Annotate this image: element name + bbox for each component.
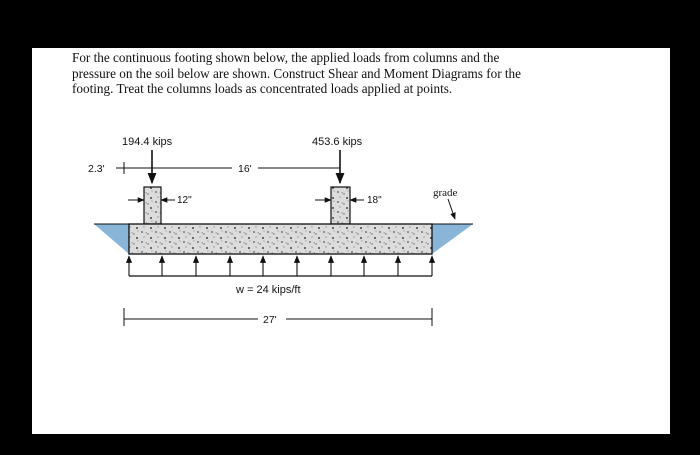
grade-arrow <box>448 199 455 219</box>
dim-total-length-label: 27' <box>263 314 277 326</box>
grade-label: grade <box>433 187 458 199</box>
dim-col-right-label: 18" <box>367 195 382 206</box>
footing <box>129 224 432 254</box>
load-right-label: 453.6 kips <box>312 136 363 148</box>
pressure-label: w = 24 kips/ft <box>236 284 301 296</box>
soil-left <box>94 224 129 254</box>
problem-line-1: For the continuous footing shown below, the applied loads from columns and the <box>72 50 500 65</box>
column-left <box>144 187 161 224</box>
soil-right <box>432 224 473 254</box>
load-left-label: 194.4 kips <box>122 136 173 148</box>
dim-col-left-label: 12" <box>177 195 192 206</box>
dim-left-edge-label: 2.3' <box>88 163 105 175</box>
dim-column-spacing-label: 16' <box>238 163 252 175</box>
problem-line-2: pressure on the soil below are shown. Construct Shear and Moment Diagrams for the <box>72 65 522 81</box>
column-right <box>331 187 350 224</box>
pressure-arrows <box>129 256 432 276</box>
problem-line-3: footing. Treat the columns loads as concentrated loads applied at points. <box>72 81 453 96</box>
